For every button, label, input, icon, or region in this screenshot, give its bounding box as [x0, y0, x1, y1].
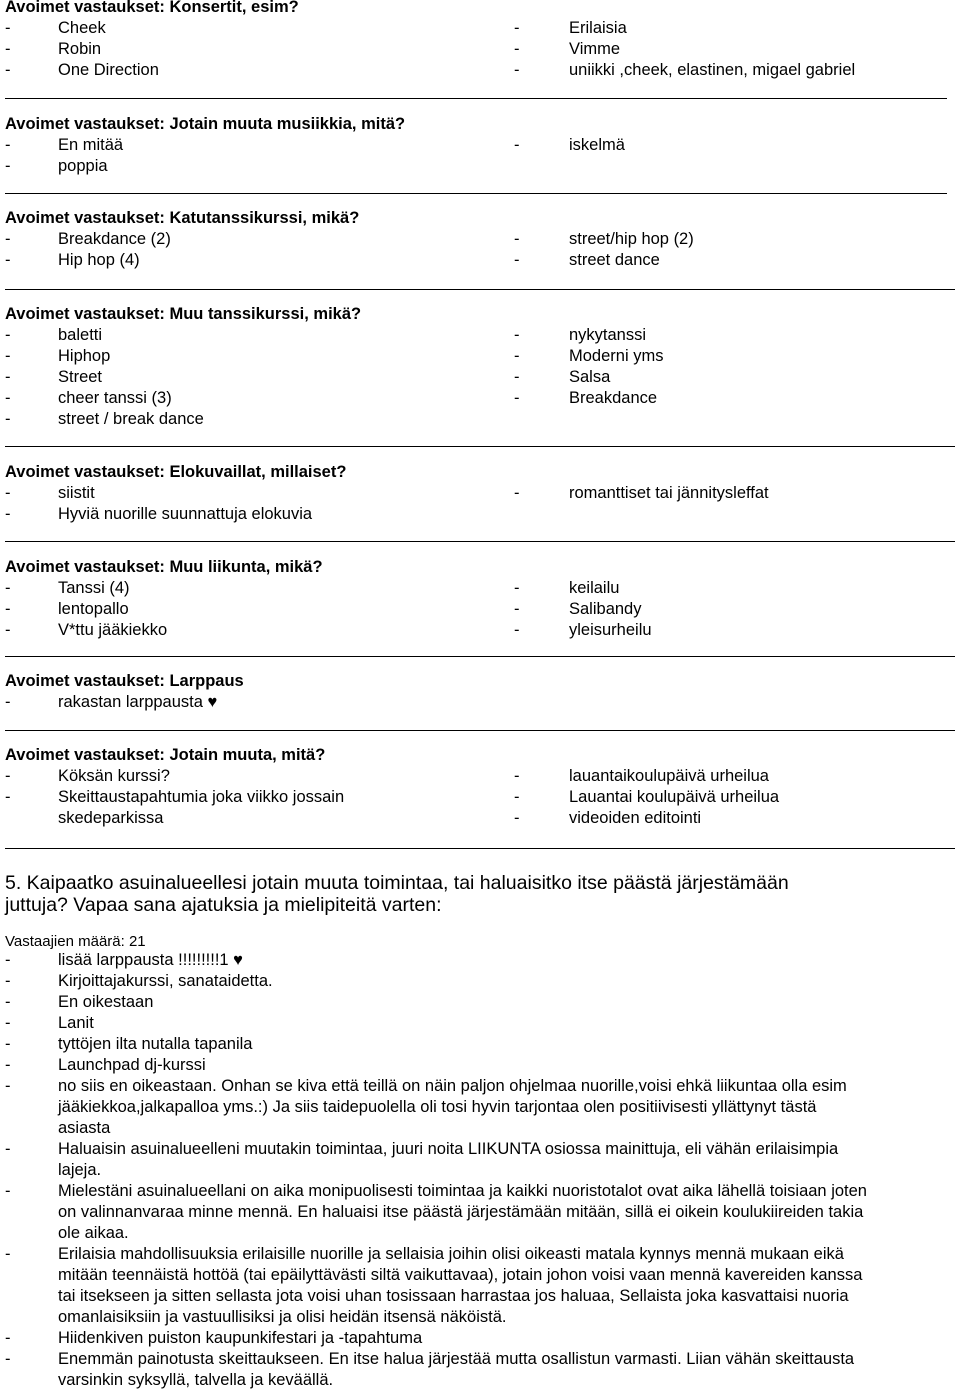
bullet-dash: - [5, 1035, 11, 1053]
free-answer-line: Lanit [58, 1014, 94, 1032]
section-divider [5, 98, 947, 99]
right-answer: Lauantai koulupäivä urheilua [569, 788, 780, 806]
right-answer: uniikki ,cheek, elastinen, migael gabriel [569, 61, 856, 79]
bullet-dash: - [5, 693, 11, 711]
bullet-dash: - [5, 1245, 11, 1263]
bullet-dash: - [514, 368, 520, 386]
free-answer-line: varsinkin syksyllä, talvella ja keväällä. [58, 1371, 334, 1389]
bullet-dash: - [514, 326, 520, 344]
question-title: 5. Kaipaatko asuinalueellesi jotain muuta toimintaa, tai haluaisitko itse päästä järjestämään [5, 872, 789, 894]
bullet-dash: - [5, 1056, 11, 1074]
left-answer: Cheek [58, 19, 106, 37]
bullet-dash: - [5, 1014, 11, 1032]
bullet-dash: - [5, 951, 11, 969]
bullet-dash: - [5, 61, 11, 79]
free-answer-line: lisää larppausta !!!!!!!!!1 ♥ [58, 951, 243, 969]
left-answer: Skeittaustapahtumia joka viikko jossain [58, 788, 345, 806]
bullet-dash: - [514, 484, 520, 502]
bullet-dash: - [5, 347, 11, 365]
bullet-dash: - [5, 788, 11, 806]
bullet-dash: - [514, 19, 520, 37]
question-title: juttuja? Vapaa sana ajatuksia ja mielipiteitä varten: [5, 894, 442, 916]
section-heading: Avoimet vastaukset: Jotain muuta musiikkia, mitä? [5, 115, 406, 133]
free-answer-line: asiasta [58, 1119, 111, 1137]
right-answer: Breakdance [569, 389, 658, 407]
left-answer: Street [58, 368, 103, 386]
left-answer: V*ttu jääkiekko [58, 621, 168, 639]
bullet-dash: - [5, 621, 11, 639]
bullet-dash: - [5, 136, 11, 154]
bullet-dash: - [5, 368, 11, 386]
right-answer: Salibandy [569, 600, 642, 618]
bullet-dash: - [5, 993, 11, 1011]
right-answer: street/hip hop (2) [569, 230, 694, 248]
free-answer-line: omanlaisiksiin ja vastuullisiksi ja olisi heidän itsensä näköistä. [58, 1308, 507, 1326]
bullet-dash: - [5, 1182, 11, 1200]
bullet-dash: - [514, 579, 520, 597]
free-answer-line: jääkiekkoa,jalkapalloa yms.:) Ja siis taidepuolella oli tosi hyvin tarjontaa olen positiivisesti yllättynyt tästä [58, 1098, 817, 1116]
section-heading: Avoimet vastaukset: Muu liikunta, mikä? [5, 558, 323, 576]
bullet-dash: - [514, 61, 520, 79]
section-heading: Avoimet vastaukset: Konsertit, esim? [5, 0, 299, 16]
bullet-dash: - [5, 251, 11, 269]
free-answer-line: tyttöjen ilta nutalla tapanila [58, 1035, 253, 1053]
bullet-dash: - [514, 251, 520, 269]
bullet-dash: - [514, 230, 520, 248]
free-answer-line: Kirjoittajakurssi, sanataidetta. [58, 972, 273, 990]
bullet-dash: - [5, 1350, 11, 1368]
left-answer: Hiphop [58, 347, 111, 365]
bullet-dash: - [514, 767, 520, 785]
free-answer-line: Hiidenkiven puiston kaupunkifestari ja -tapahtuma [58, 1329, 423, 1347]
respondent-count: Vastaajien määrä: 21 [5, 933, 146, 950]
section-heading: Avoimet vastaukset: Jotain muuta, mitä? [5, 746, 326, 764]
left-answer: rakastan larppausta ♥ [58, 693, 218, 711]
free-answer-line: no siis en oikeastaan. Onhan se kiva että teillä on näin paljon ohjelmaa nuorille,voisi ehkä liikuntaa olla esim [58, 1077, 847, 1095]
bullet-dash: - [514, 40, 520, 58]
section-divider [5, 541, 955, 542]
bullet-dash: - [5, 484, 11, 502]
section-heading: Avoimet vastaukset: Katutanssikurssi, mikä? [5, 209, 360, 227]
section-divider [5, 730, 955, 731]
section-heading: Avoimet vastaukset: Larppaus [5, 672, 244, 690]
right-answer: Moderni yms [569, 347, 664, 365]
free-answer-line: Erilaisia mahdollisuuksia erilaisille nuorille ja sellaisia joihin olisi oikeasti matala kynnys mennä mukaan eikä [58, 1245, 844, 1263]
free-answer-line: ole aikaa. [58, 1224, 129, 1242]
left-answer: baletti [58, 326, 103, 344]
bullet-dash: - [514, 621, 520, 639]
section-heading: Avoimet vastaukset: Elokuvaillat, millaiset? [5, 463, 347, 481]
left-answer: street / break dance [58, 410, 204, 428]
section-divider [5, 193, 947, 194]
right-answer: Erilaisia [569, 19, 627, 37]
left-answer: cheer tanssi (3) [58, 389, 172, 407]
section-divider [5, 446, 955, 447]
bullet-dash: - [514, 136, 520, 154]
bullet-dash: - [514, 809, 520, 827]
right-answer: iskelmä [569, 136, 625, 154]
bullet-dash: - [514, 389, 520, 407]
free-answer-line: En oikestaan [58, 993, 154, 1011]
section-heading: Avoimet vastaukset: Muu tanssikurssi, mikä? [5, 305, 362, 323]
bullet-dash: - [5, 1329, 11, 1347]
bullet-dash: - [5, 1077, 11, 1095]
bullet-dash: - [5, 972, 11, 990]
bullet-dash: - [5, 389, 11, 407]
left-answer: Hyviä nuorille suunnattuja elokuvia [58, 505, 313, 523]
free-answer-line: Haluaisin asuinalueelleni muutakin toimintaa, juuri noita LIIKUNTA osiossa mainittuja, eli vähän erilaisimpia [58, 1140, 839, 1158]
left-answer: poppia [58, 157, 108, 175]
right-answer: nykytanssi [569, 326, 647, 344]
free-answer-line: Launchpad dj-kurssi [58, 1056, 206, 1074]
right-answer: street dance [569, 251, 660, 269]
section-divider [5, 656, 955, 657]
left-answer: siistit [58, 484, 95, 502]
right-answer: lauantaikoulupäivä urheilua [569, 767, 769, 785]
bullet-dash: - [5, 19, 11, 37]
free-answer-line: on valinnanvaraa minne mennä. En haluaisi itse päästä järjestämään mitään, sillä ei oikein koulukiireiden takia [58, 1203, 864, 1221]
free-answer-line: mitään teennäistä hottöä (tai epäilyttävästi siltä vaikuttavaa), jotain johon voisi vaan mennä kavereiden kanssa [58, 1266, 863, 1284]
bullet-dash: - [514, 347, 520, 365]
free-answer-line: tai itsekseen ja sitten sellasta jota voisi uhan tosissaan harrastaa jos haluaa, Sellaista joka kasvattaisi nuoria [58, 1287, 849, 1305]
bullet-dash: - [5, 767, 11, 785]
right-answer: keilailu [569, 579, 620, 597]
left-answer: lentopallo [58, 600, 129, 618]
left-answer: skedeparkissa [58, 809, 164, 827]
left-answer: Tanssi (4) [58, 579, 130, 597]
section-divider [5, 289, 955, 290]
bullet-dash: - [514, 600, 520, 618]
right-answer: videoiden editointi [569, 809, 702, 827]
bullet-dash: - [514, 788, 520, 806]
free-answer-line: Mielestäni asuinalueellani on aika monipuolisesti toimintaa ja kaikki nuoristotalot ovat aika lähellä toisiaan joten [58, 1182, 867, 1200]
left-answer: Robin [58, 40, 102, 58]
bullet-dash: - [5, 230, 11, 248]
right-answer: Vimme [569, 40, 621, 58]
left-answer: Hip hop (4) [58, 251, 140, 269]
right-answer: yleisurheilu [569, 621, 652, 639]
left-answer: En mitää [58, 136, 124, 154]
left-answer: Köksän kurssi? [58, 767, 170, 785]
bullet-dash: - [5, 326, 11, 344]
free-answer-line: lajeja. [58, 1161, 102, 1179]
bullet-dash: - [5, 600, 11, 618]
bullet-dash: - [5, 505, 11, 523]
section-divider [5, 848, 955, 849]
left-answer: Breakdance (2) [58, 230, 171, 248]
right-answer: romanttiset tai jännitysleffat [569, 484, 769, 502]
bullet-dash: - [5, 410, 11, 428]
bullet-dash: - [5, 157, 11, 175]
bullet-dash: - [5, 1140, 11, 1158]
bullet-dash: - [5, 40, 11, 58]
free-answer-line: Enemmän painotusta skeittaukseen. En itse halua järjestää mutta osallistun varmasti. Liian vähän skeittausta [58, 1350, 855, 1368]
left-answer: One Direction [58, 61, 159, 79]
right-answer: Salsa [569, 368, 611, 386]
bullet-dash: - [5, 579, 11, 597]
